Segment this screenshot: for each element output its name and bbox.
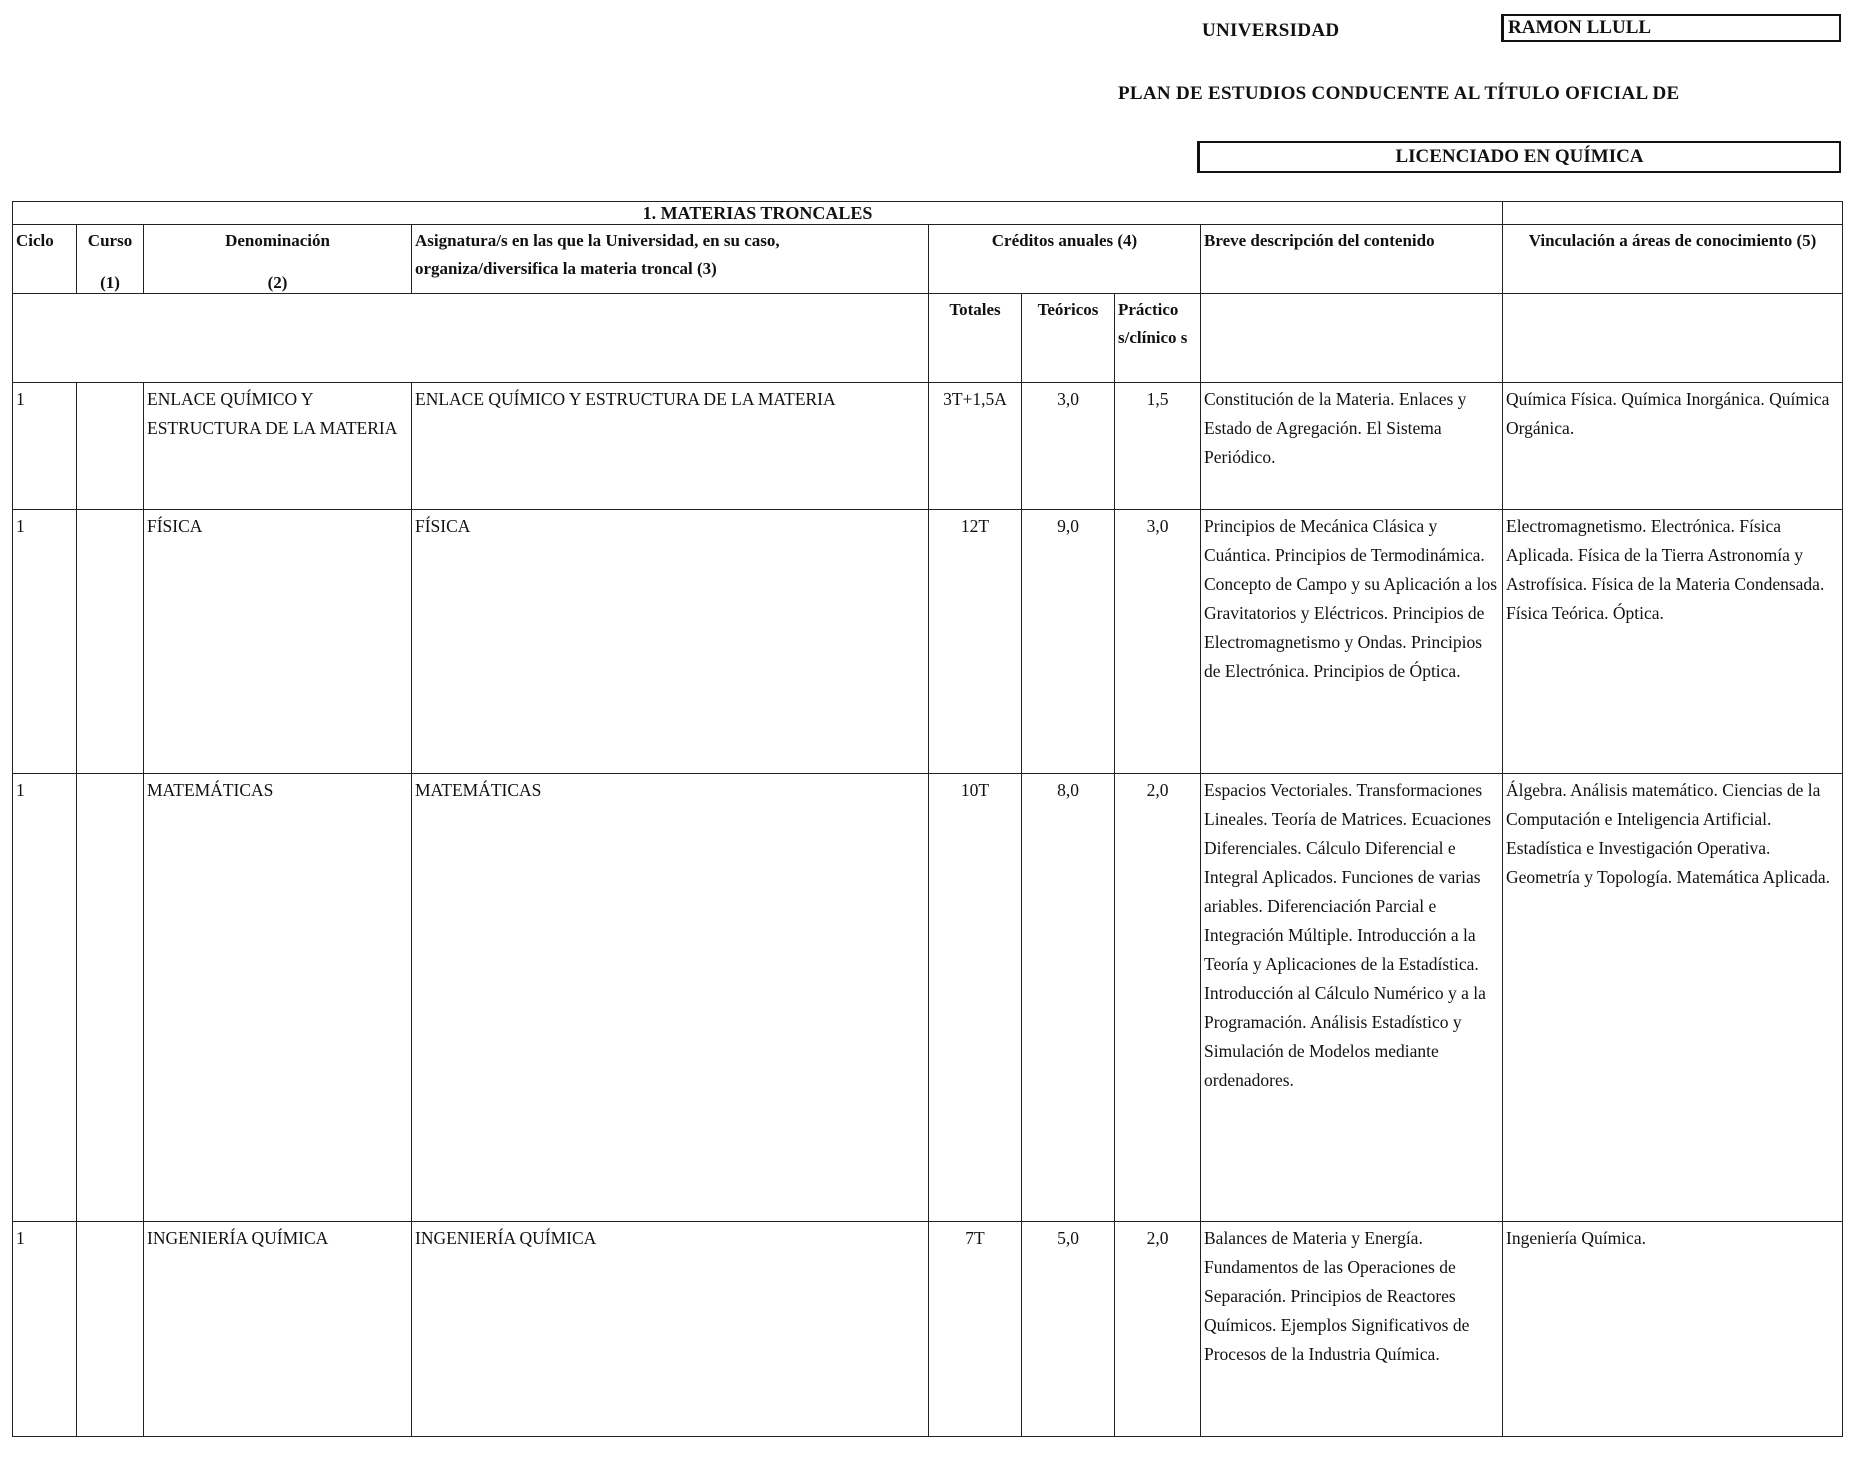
cell-teoricos: 5,0 bbox=[1022, 1222, 1115, 1437]
col-totales: Totales bbox=[929, 294, 1022, 383]
cell-practicos: 2,0 bbox=[1115, 774, 1201, 1222]
cell-totales: 7T bbox=[929, 1222, 1022, 1437]
cell-descripcion: Constitución de la Materia. Enlaces y Estado de Agregación. El Sistema Periódico. bbox=[1201, 383, 1503, 510]
col-vinculacion: Vinculación a áreas de conocimiento (5) bbox=[1503, 225, 1843, 294]
cell-totales: 10T bbox=[929, 774, 1022, 1222]
cell-teoricos: 3,0 bbox=[1022, 383, 1115, 510]
cell-totales: 3T+1,5A bbox=[929, 383, 1022, 510]
subjects-table bbox=[12, 201, 1843, 1437]
col-asignaturas: Asignatura/s en las que la Universidad, en su caso, organiza/diversifica la materia troncal (3) bbox=[412, 225, 929, 294]
cell-descripcion: Principios de Mecánica Clásica y Cuántica. Principios de Termodinámica. Concepto de Campo y su Aplicación a los Gravitatorios y Eléctricos. Principios de Electromagnetismo y Ondas. Principios de Electrónica. Principios de Óptica. bbox=[1201, 510, 1503, 774]
university-name-box: RAMON LLULL bbox=[1501, 14, 1841, 42]
cell-vinculacion: Electromagnetismo. Electrónica. Física Aplicada. Física de la Tierra Astronomía y Astrofísica. Física de la Materia Condensada. Física Teórica. Óptica. bbox=[1503, 510, 1843, 774]
cell-vinculacion: Química Física. Química Inorgánica. Química Orgánica. bbox=[1503, 383, 1843, 510]
subheader-blank bbox=[13, 294, 929, 383]
cell-asignatura: MATEMÁTICAS bbox=[412, 774, 929, 1222]
cell-curso bbox=[77, 1222, 144, 1437]
cell-curso bbox=[77, 383, 144, 510]
degree-box: LICENCIADO EN QUÍMICA bbox=[1197, 141, 1841, 173]
col-creditos: Créditos anuales (4) bbox=[929, 225, 1201, 294]
col-ciclo: Ciclo bbox=[13, 225, 77, 294]
cell-teoricos: 8,0 bbox=[1022, 774, 1115, 1222]
cell-ciclo: 1 bbox=[13, 1222, 77, 1437]
section-title-blank bbox=[1503, 202, 1843, 225]
section-title: 1. MATERIAS TRONCALES bbox=[13, 202, 1503, 225]
cell-denominacion: FÍSICA bbox=[144, 510, 412, 774]
col-curso-label: Curso bbox=[87, 231, 133, 250]
cell-curso bbox=[77, 774, 144, 1222]
col-descripcion: Breve descripción del contenido bbox=[1201, 225, 1503, 294]
col-teoricos: Teóricos bbox=[1022, 294, 1115, 383]
cell-practicos: 2,0 bbox=[1115, 1222, 1201, 1437]
subheader-vinc-blank bbox=[1503, 294, 1843, 383]
cell-ciclo: 1 bbox=[13, 383, 77, 510]
col-denominacion bbox=[144, 225, 412, 294]
col-curso bbox=[77, 225, 144, 294]
cell-vinculacion: Álgebra. Análisis matemático. Ciencias de la Computación e Inteligencia Artificial. Estadística e Investigación Operativa. Geometría y Topología. Matemática Aplicada. bbox=[1503, 774, 1843, 1222]
cell-vinculacion: Ingeniería Química. bbox=[1503, 1222, 1843, 1437]
university-label: UNIVERSIDAD bbox=[1202, 20, 1340, 41]
cell-asignatura: FÍSICA bbox=[412, 510, 929, 774]
cell-practicos: 1,5 bbox=[1115, 383, 1201, 510]
cell-denominacion: MATEMÁTICAS bbox=[144, 774, 412, 1222]
cell-denominacion: INGENIERÍA QUÍMICA bbox=[144, 1222, 412, 1437]
cell-descripcion: Espacios Vectoriales. Transformaciones Lineales. Teoría de Matrices. Ecuaciones Diferenciales. Cálculo Diferencial e Integral Aplicados. Funciones de varias ariables. Diferenciación Parcial e Integración Múltiple. Introducción a la Teoría y Aplicaciones de la Estadística. Introducción al Cálculo Numérico y a la Programación. Análisis Estadístico y Simulación de Modelos mediante ordenadores. bbox=[1201, 774, 1503, 1222]
cell-denominacion: ENLACE QUÍMICO Y ESTRUCTURA DE LA MATERIA bbox=[144, 383, 412, 510]
table-row bbox=[13, 1222, 1843, 1437]
cell-ciclo: 1 bbox=[13, 774, 77, 1222]
table-row bbox=[13, 510, 1843, 774]
cell-ciclo: 1 bbox=[13, 510, 77, 774]
cell-teoricos: 9,0 bbox=[1022, 510, 1115, 774]
table-row bbox=[13, 383, 1843, 510]
plan-title: PLAN DE ESTUDIOS CONDUCENTE AL TÍTULO OFICIAL DE bbox=[1118, 83, 1680, 104]
cell-practicos: 3,0 bbox=[1115, 510, 1201, 774]
cell-curso bbox=[77, 510, 144, 774]
cell-asignatura: INGENIERÍA QUÍMICA bbox=[412, 1222, 929, 1437]
cell-asignatura: ENLACE QUÍMICO Y ESTRUCTURA DE LA MATERIA bbox=[412, 383, 929, 510]
col-curso-ref: (1) bbox=[100, 273, 120, 292]
col-practicos: Práctico s/clínico s bbox=[1115, 294, 1201, 383]
cell-totales: 12T bbox=[929, 510, 1022, 774]
col-denominacion-label: Denominación bbox=[225, 231, 330, 250]
subheader-desc-blank bbox=[1201, 294, 1503, 383]
table-row bbox=[13, 774, 1843, 1222]
col-denominacion-ref: (2) bbox=[267, 273, 288, 292]
cell-descripcion: Balances de Materia y Energía. Fundamentos de las Operaciones de Separación. Principios de Reactores Químicos. Ejemplos Significativos de Procesos de la Industria Química. bbox=[1201, 1222, 1503, 1437]
